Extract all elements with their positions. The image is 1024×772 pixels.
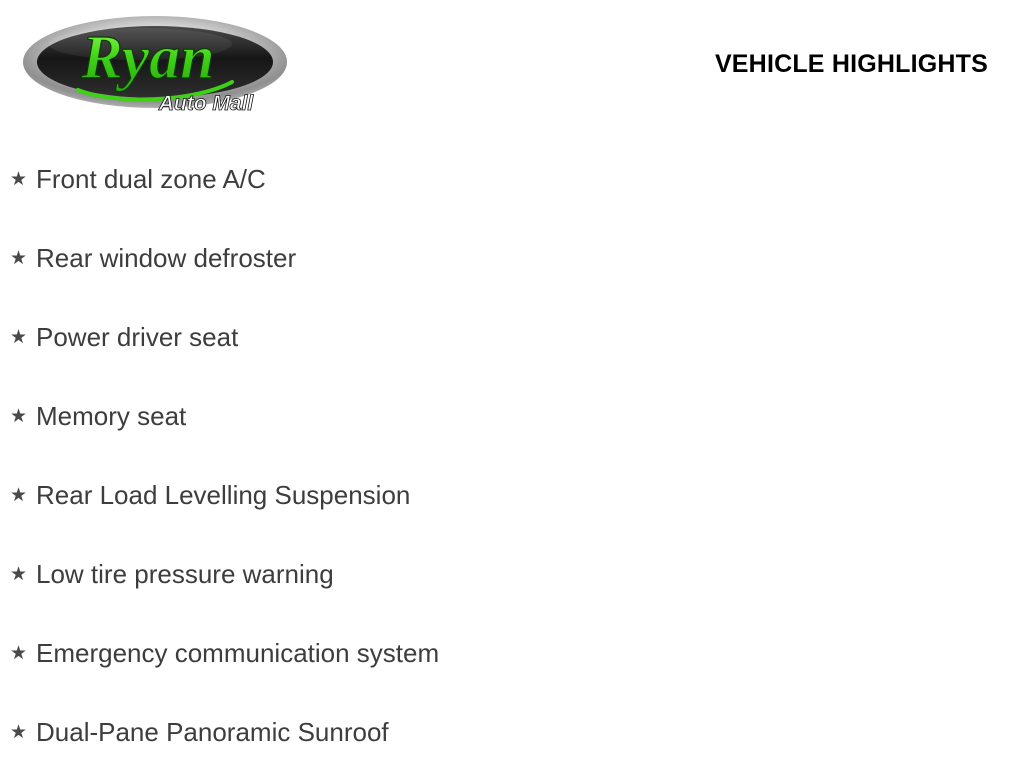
star-icon: ★ (10, 248, 28, 269)
list-item-label: Memory seat (36, 401, 187, 432)
list-item (0, 298, 1024, 377)
list-item-label: Low tire pressure warning (36, 559, 334, 590)
list-item (0, 377, 1024, 456)
list-item (0, 456, 1024, 535)
list-item-label: Power driver seat (36, 322, 239, 353)
svg-text:Auto Mall: Auto Mall (158, 92, 254, 115)
list-item-label: Emergency communication system (36, 638, 440, 669)
list-item (0, 140, 1024, 219)
star-icon: ★ (10, 327, 28, 348)
star-icon: ★ (10, 722, 28, 743)
page-header (0, 0, 1024, 132)
vehicle-highlights-list (0, 140, 1024, 772)
ryan-auto-mall-logo (20, 10, 290, 122)
star-icon: ★ (10, 169, 28, 190)
logo-graphic (20, 10, 290, 122)
list-item (0, 219, 1024, 298)
star-icon: ★ (10, 406, 28, 427)
list-item-label: Front dual zone A/C (36, 164, 266, 195)
list-item-label: Rear Load Levelling Suspension (36, 480, 411, 511)
page-title: VEHICLE HIGHLIGHTS (714, 50, 988, 78)
star-icon: ★ (10, 643, 28, 664)
star-icon: ★ (10, 485, 28, 506)
star-icon: ★ (10, 564, 28, 585)
list-item (0, 535, 1024, 614)
list-item-label: Dual-Pane Panoramic Sunroof (36, 717, 389, 748)
list-item-label: Rear window defroster (36, 243, 297, 274)
list-item (0, 614, 1024, 693)
svg-text:Ryan: Ryan (81, 24, 215, 92)
list-item (0, 693, 1024, 772)
